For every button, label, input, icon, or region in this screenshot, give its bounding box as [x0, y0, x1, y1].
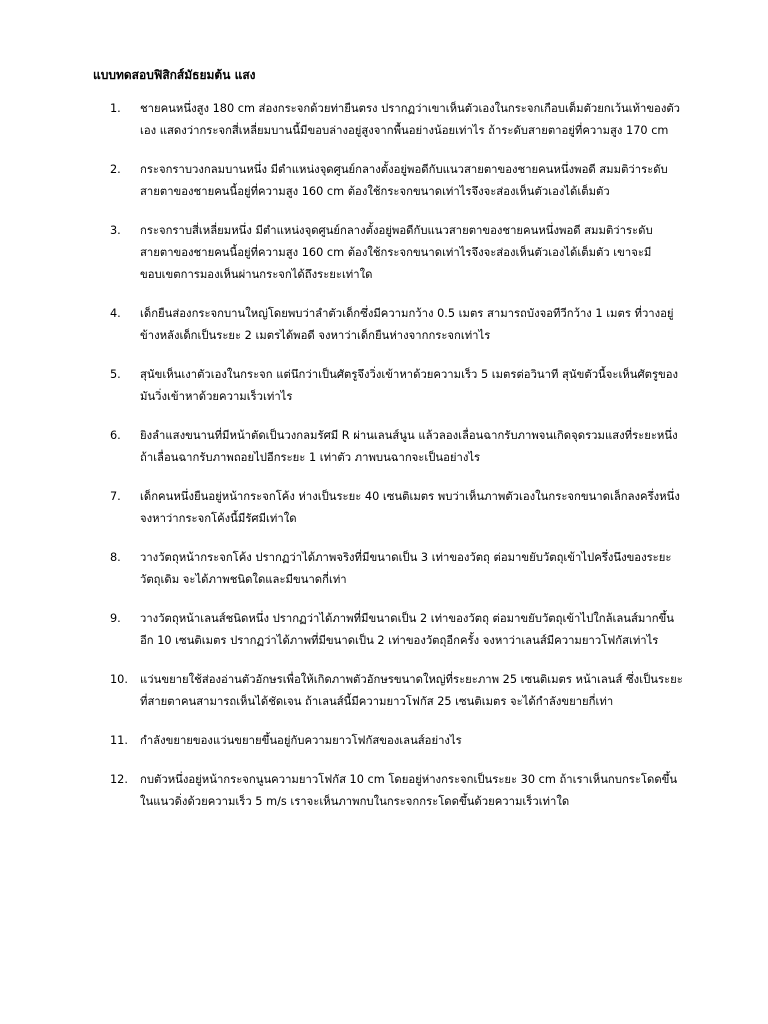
question-item — [110, 769, 685, 813]
question-text: วางวัตถุหน้าเลนส์ชนิดหนึ่ง ปรากฏว่าได้ภาพที่มีขนาดเป็น 2 เท่าของวัตถุ ต่อมาขยับวัตถุเข้าไปใกล้เลนส์มากขึ้นอีก 10 เซนติเมตร ปรากฏว่าได้ภาพที่มีขนาดเป็น 2 เท่าของวัตถุอีกครั้ง จงหาว่าเลนส์มีความยาวโฟกัสเท่าไร — [140, 612, 674, 647]
question-item — [110, 608, 685, 652]
question-text: กระจกราบวงกลมบานหนึ่ง มีตำแหน่งจุดศูนย์กลางตั้งอยู่พอดีกับแนวสายตาของชายคนหนึ่งพอดี สมมติว่าระดับสายตาของชายคนนี้อยู่ที่ความสูง 160 cm ต้องใช้กระจกขนาดเท่าไรจึงจะส่องเห็นตัวเองได้เต็มตัว — [140, 163, 668, 198]
question-text: กำลังขยายของแว่นขยายขึ้นอยู่กับความยาวโฟกัสของเลนส์อย่างไร — [140, 734, 462, 747]
question-text: เด็กคนหนึ่งยืนอยู่หน้ากระจกโค้ง ห่างเป็นระยะ 40 เซนติเมตร พบว่าเห็นภาพตัวเองในกระจกขนาดเล็กลงครึ่งหนึ่ง จงหาว่ากระจกโค้งนี้มีรัศมีเท่าใด — [140, 490, 680, 525]
question-number: 5. — [110, 368, 121, 381]
question-text: เด็กยืนส่องกระจกบานใหญ่โดยพบว่าลำตัวเด็กซึ่งมีความกว้าง 0.5 เมตร สามารถบังจอทีวีกว้าง 1 เมตร ที่วางอยู่ข้างหลังเด็กเป็นระยะ 2 เมตรได้พอดี จงหาว่าเด็กยืนห่างจากกระจกเท่าไร — [140, 307, 674, 342]
question-text: ยิงลำแสงขนานที่มีหน้าตัดเป็นวงกลมรัศมี R ผ่านเลนส์นูน แล้วลองเลื่อนฉากรับภาพจนเกิดจุดรวมแสงที่ระยะหนึ่ง ถ้าเลื่อนฉากรับภาพถอยไปอีกระยะ 1 เท่าตัว ภาพบนฉากจะเป็นอย่างไร — [140, 429, 678, 464]
question-number: 1. — [110, 102, 121, 115]
question-text: สุนัขเห็นเงาตัวเองในกระจก แต่นึกว่าเป็นศัตรูจึงวิ่งเข้าหาด้วยความเร็ว 5 เมตรต่อวินาที สุนัขตัวนี้จะเห็นศัตรูของมันวิ่งเข้าหาด้วยความเร็วเท่าไร — [140, 368, 679, 403]
question-item — [110, 220, 685, 286]
question-number: 2. — [110, 163, 121, 176]
question-number: 8. — [110, 551, 121, 564]
question-item — [110, 669, 685, 713]
question-text: กระจกราบสี่เหลี่ยมหนึ่ง มีตำแหน่งจุดศูนย์กลางตั้งอยู่พอดีกับแนวสายตาของชายคนหนึ่งพอดี สมมติว่าระดับสายตาของชายคนนี้อยู่ที่ความสูง 160 cm ต้องใช้กระจกขนาดเท่าไรจึงจะส่องเห็นตัวเองได้เต็มตัว เขาจะมีขอบเขตการมองเห็นผ่านกระจกได้ถึงระยะเท่าใด — [140, 224, 653, 281]
question-item — [110, 425, 685, 469]
question-number: 9. — [110, 612, 121, 625]
question-number: 11. — [110, 734, 128, 747]
question-item — [110, 547, 685, 591]
question-number: 3. — [110, 224, 121, 237]
question-list — [110, 98, 685, 830]
question-number: 12. — [110, 773, 128, 786]
question-number: 10. — [110, 673, 128, 686]
question-item — [110, 303, 685, 347]
page-title: แบบทดสอบฟิสิกส์มัธยมต้น แสง — [93, 68, 256, 82]
question-number: 4. — [110, 307, 121, 320]
question-item — [110, 486, 685, 530]
question-number: 6. — [110, 429, 121, 442]
question-text: แว่นขยายใช้ส่องอ่านตัวอักษรเพื่อให้เกิดภาพตัวอักษรขนาดใหญ่ที่ระยะภาพ 25 เซนติเมตร หน้าเลนส์ ซึ่งเป็นระยะที่สายตาคนสามารถเห็นได้ชัดเจน ถ้าเลนส์นี้มีความยาวโฟกัส 25 เซนติเมตร จะได้กำลังขยายกี่เท่า — [140, 673, 683, 708]
question-item — [110, 159, 685, 203]
question-text: กบตัวหนึ่งอยู่หน้ากระจกนูนความยาวโฟกัส 10 cm โดยอยู่ห่างกระจกเป็นระยะ 30 cm ถ้าเราเห็นกบกระโดดขึ้นในแนวดิ่งด้วยความเร็ว 5 m/s เราจะเห็นภาพกบในกระจกกระโดดขึ้นด้วยความเร็วเท่าใด — [140, 773, 678, 808]
question-number: 7. — [110, 490, 121, 503]
question-text: ชายคนหนึ่งสูง 180 cm ส่องกระจกด้วยท่ายืนตรง ปรากฏว่าเขาเห็นตัวเองในกระจกเกือบเต็มตัวยกเว้นเท้าของตัวเอง แสดงว่ากระจกสี่เหลี่ยมบานนี้มีขอบล่างอยู่สูงจากพื้นอย่างน้อยเท่าไร ถ้าระดับสายตาอยู่ที่ความสูง 170 cm — [140, 102, 681, 137]
question-item — [110, 364, 685, 408]
question-text: วางวัตถุหน้ากระจกโค้ง ปรากฏว่าได้ภาพจริงที่มีขนาดเป็น 3 เท่าของวัตถุ ต่อมาขยับวัตถุเข้าไปครึ่งนึงของระยะวัตถุเดิม จะได้ภาพชนิดใดและมีขนาดกี่เท่า — [140, 551, 672, 586]
question-item — [110, 98, 685, 142]
question-item — [110, 730, 685, 752]
